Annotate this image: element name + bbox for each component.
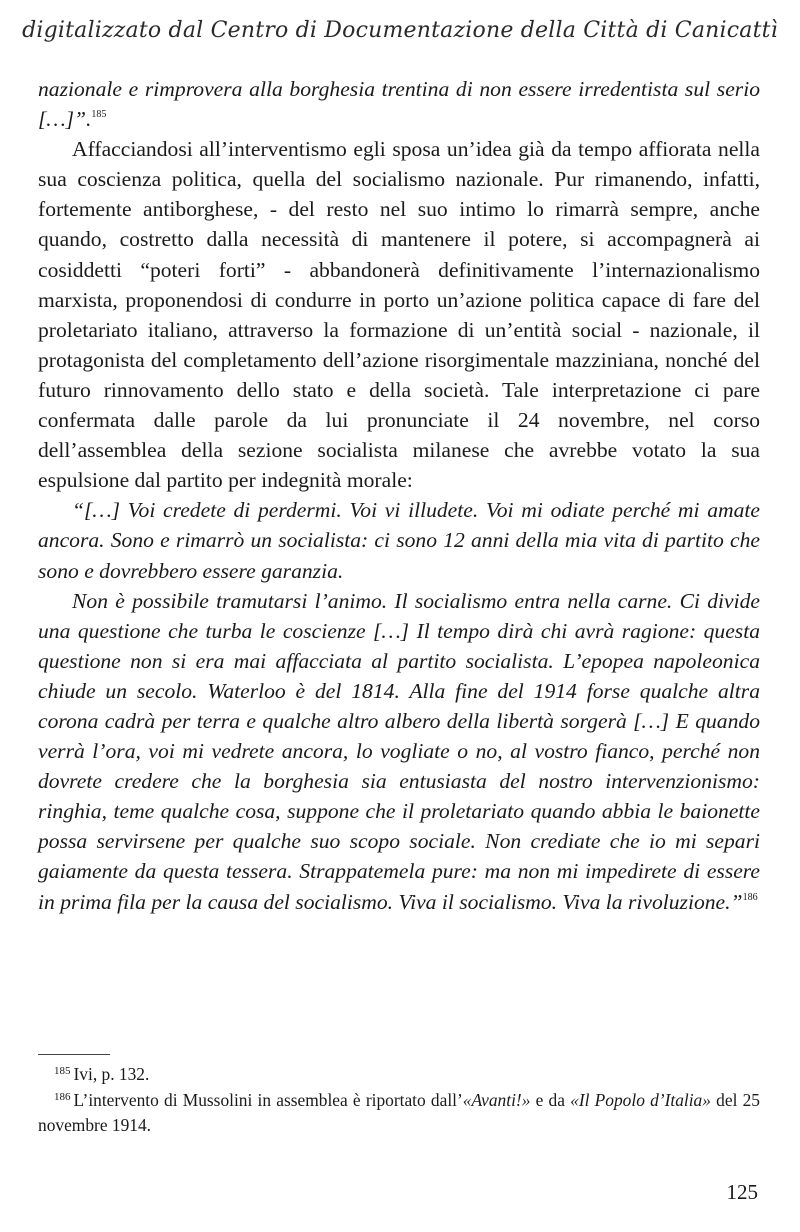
- page-number: 125: [726, 1180, 758, 1204]
- footnote-text: Ivi, p. 132.: [73, 1064, 150, 1084]
- footnote-text: del 25 novembre 1914.: [38, 1089, 760, 1136]
- paragraph-interventism: Affacciandosi all’interventismo egli sposa un’idea già da tempo affiorata nella sua coscienza politica, quella del socialismo nazionale. Pur rimanendo, infatti, fortemente antiborghese, - del resto nel suo intimo lo rimarrà sempre, anche quando, costretto dalla necessità di mantenere il potere, si accompagnerà ai cosiddetti “poteri forti” - abbandonerà definitivamente l’internazionalismo marxista, proponendosi di condurre in porto un’azione politica capace di fare del proletariato italiano, attraverso la formazione di un’entità social - nazionale, il protagonista del completamento dell’azione risorgimentale mazziniana, nonché del futuro rinnovamento dello stato e della società. Tale interpretazione ci pare confermata dalle parole da lui pronunciate il 24 novembre, nel corso dell’assemblea della sezione socialista milanese che avrebbe votato la sua espulsione dal partito per indegnità morale:: [38, 137, 760, 493]
- source-avanti: «Avanti!»: [462, 1089, 531, 1110]
- source-popolo-italia: «Il Popolo d’Italia»: [570, 1089, 711, 1110]
- footnote-ref-186[interactable]: 186: [742, 891, 758, 903]
- quote-paragraph-2: [38, 586, 760, 917]
- footnotes: [38, 1062, 760, 1139]
- footnote-separator: [38, 1054, 110, 1055]
- footnote-186: [38, 1088, 760, 1139]
- footnote-number: 185: [54, 1065, 71, 1077]
- quote-end-text: nazionale e rimprovera alla borghesia trentina di non essere irredentista sul serio […]”.: [38, 77, 760, 132]
- body-text: [38, 74, 760, 917]
- quote-paragraph-2-text: Non è possibile tramutarsi l’animo. Il socialismo entra nella carne. Ci divide una questione che turba le coscienze […] Il tempo dirà chi avrà ragione: questa questione non si era mai affacciata al partito socialista. L’epopea napoleonica chiude un secolo. Waterloo è del 1814. Alla fine del 1914 forse qualche altra corona cadrà per terra e qualche altro albero della libertà sorgerà […] E quando verrà l’ora, voi mi vedrete ancora, lo vogliate o no, al vostro fianco, perché non dovrete credere che la borghesia sia entusiasta del nostro intervenzionismo: ringhia, teme qualche cosa, suppone che il proletariato quando abbia le baionette possa servirsene per qualche suo scopo sociale. Non crediate che io mi separi gaiamente da questa tessera. Strappatemela pure: ma non mi impedirete di essere in prima fila per la causa del socialismo. Viva il socialismo. Viva la rivoluzione.”: [38, 588, 760, 914]
- paragraph-quote-end: [38, 74, 760, 134]
- digitization-watermark: digitalizzato dal Centro di Documentazione della Città di Canicattì: [22, 18, 778, 43]
- footnote-text: L’intervento di Mussolini in assemblea è riportato dall’: [73, 1089, 463, 1110]
- footnote-number: 186: [54, 1090, 71, 1103]
- footnote-text: e da: [530, 1089, 571, 1110]
- quote-paragraph-1: “[…] Voi credete di perdermi. Voi vi illudete. Voi mi odiate perché mi amate ancora. Sono e rimarrò un socialista: ci sono 12 anni della mia vita di partito che sono e dovrebbero essere garanzia.: [38, 498, 760, 583]
- footnote-ref-185[interactable]: 185: [91, 109, 107, 121]
- footnote-185: [38, 1062, 760, 1088]
